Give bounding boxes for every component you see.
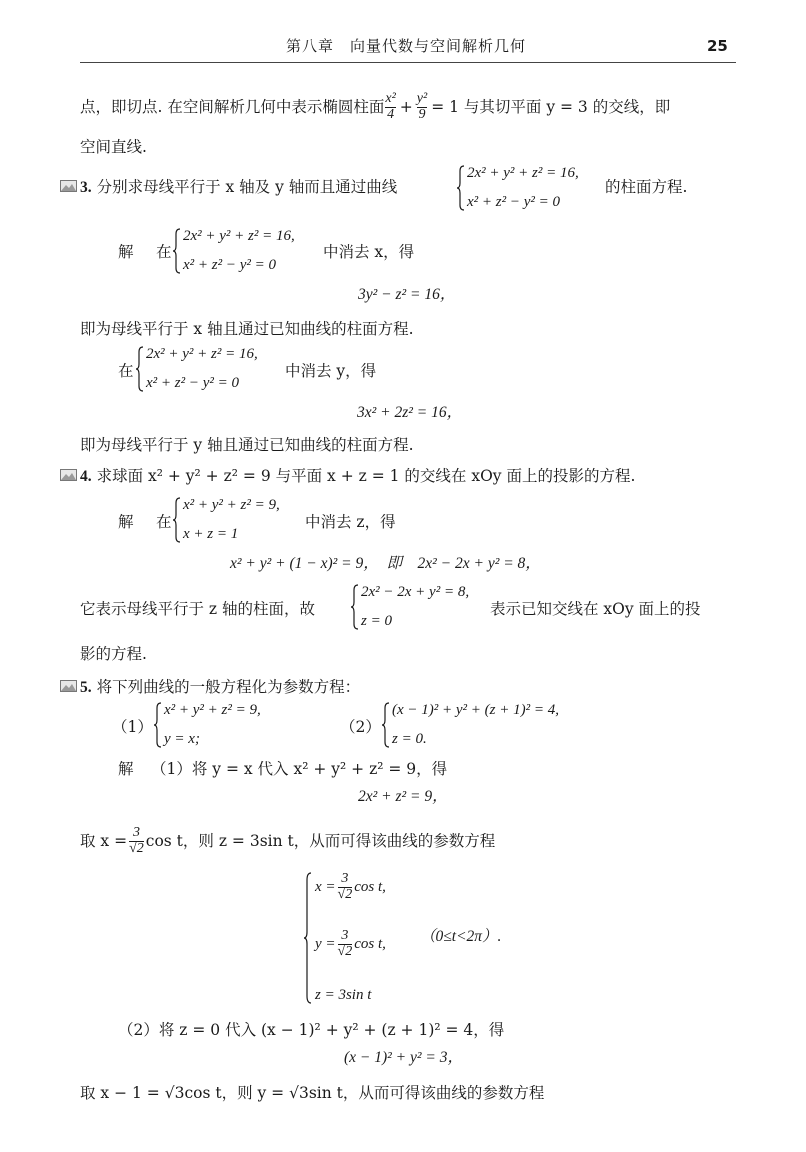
problem-5-text: 将下列曲线的一般方程化为参数方程： bbox=[96, 678, 361, 696]
frac-denominator: √2 bbox=[129, 840, 144, 856]
param-x-pre: x = bbox=[315, 878, 336, 895]
solution-system-1 bbox=[172, 228, 295, 274]
system-line: x² + y² + z² = 9, bbox=[164, 702, 261, 718]
intro-line-2: 空间直线. bbox=[80, 138, 147, 156]
problem-4-number: 4. bbox=[80, 468, 92, 485]
system-line: y = x; bbox=[164, 730, 200, 747]
param-y-pre: y = bbox=[315, 935, 336, 952]
problem-5-line bbox=[80, 678, 360, 698]
problem-3-text-post: 的柱面方程. bbox=[605, 178, 688, 196]
system-line: 2x² + y² + z² = 16, bbox=[183, 228, 295, 244]
fraction-3-over-sqrt2 bbox=[338, 872, 353, 902]
param-y-line bbox=[315, 929, 386, 959]
frac-denominator: √2 bbox=[337, 886, 353, 902]
fraction-3-over-sqrt2 bbox=[338, 929, 353, 959]
system-line: x² + z² − y² = 0 bbox=[183, 256, 277, 273]
frac-denominator: √2 bbox=[337, 944, 353, 960]
part-1-label: （1） bbox=[112, 718, 153, 736]
param-range: （0≤t<2π）. bbox=[420, 928, 502, 945]
part-1-system bbox=[153, 702, 261, 748]
intro-line-1 bbox=[80, 92, 670, 122]
system-line: 2x² + y² + z² = 16, bbox=[146, 346, 258, 362]
eliminate-x-text: 中消去 x，得 bbox=[323, 243, 415, 261]
param-cos: cos t, bbox=[354, 935, 386, 952]
param-x-line bbox=[315, 872, 386, 902]
brace-icon bbox=[172, 497, 181, 543]
brace-icon bbox=[456, 165, 465, 211]
solution-label: 解 bbox=[118, 243, 134, 261]
fraction-y2-over-9 bbox=[417, 92, 427, 122]
brace-icon bbox=[172, 228, 181, 274]
problem-3-system bbox=[456, 165, 579, 211]
system-line: x + z = 1 bbox=[183, 525, 239, 542]
problem-5-number: 5. bbox=[80, 679, 92, 696]
system-line: 2x² − 2x + y² = 8, bbox=[361, 584, 470, 600]
eliminate-z-text: 中消去 z，得 bbox=[305, 513, 396, 531]
frac-numerator: x² bbox=[385, 91, 396, 106]
frac-numerator: 3 bbox=[341, 928, 349, 944]
conclusion-2: 即为母线平行于 y 轴且通过已知曲线的柱面方程. bbox=[80, 436, 414, 454]
result-equation-1: 3y² − z² = 16， bbox=[358, 286, 456, 303]
solution-2-result: (x − 1)² + y² = 3， bbox=[344, 1049, 464, 1066]
solution-label: 解 bbox=[118, 513, 134, 531]
parametric-system bbox=[303, 872, 386, 1004]
conclusion-post: 表示已知交线在 xOy 面上的投 bbox=[490, 600, 701, 618]
take-x-pre: 取 x = bbox=[80, 831, 128, 850]
brace-icon bbox=[153, 702, 162, 748]
system-line: x² + y² + z² = 9, bbox=[183, 497, 280, 513]
frac-numerator: 3 bbox=[341, 871, 349, 886]
brace-icon bbox=[350, 584, 359, 630]
take-x-line bbox=[80, 826, 495, 856]
in-label: 在 bbox=[156, 243, 172, 261]
conclusion-pre: 它表示母线平行于 z 轴的柱面，故 bbox=[80, 600, 316, 618]
plus-sign: + bbox=[399, 97, 413, 116]
result-equation-2: 3x² + 2z² = 16， bbox=[357, 404, 463, 421]
brace-icon bbox=[303, 872, 312, 1004]
header-rule bbox=[80, 62, 736, 63]
projection-system bbox=[350, 584, 469, 630]
fraction-3-over-sqrt2 bbox=[129, 826, 144, 856]
system-line: x² + z² − y² = 0 bbox=[146, 374, 240, 391]
system-line: 2x² + y² + z² = 16, bbox=[467, 165, 579, 181]
problem-3-line bbox=[80, 178, 397, 198]
problem-icon bbox=[60, 680, 77, 692]
system-line: (x − 1)² + y² + (z + 1)² = 4, bbox=[392, 702, 559, 718]
frac-denominator: 9 bbox=[418, 106, 426, 122]
solution-1-text: （1）将 y = x 代入 x² + y² + z² = 9，得 bbox=[151, 760, 448, 778]
brace-icon bbox=[135, 346, 144, 392]
problem-4-text: 求球面 x² + y² + z² = 9 与平面 x + z = 1 的交线在 xOy 面上的投影的方程. bbox=[96, 467, 636, 485]
brace-icon bbox=[381, 702, 390, 748]
frac-numerator: 3 bbox=[132, 825, 140, 840]
in-label: 在 bbox=[118, 362, 134, 380]
eliminate-y-text: 中消去 y，得 bbox=[285, 362, 377, 380]
frac-denominator: 4 bbox=[387, 106, 395, 122]
in-label: 在 bbox=[156, 513, 172, 531]
problem-icon bbox=[60, 180, 77, 192]
solution-system-2 bbox=[135, 346, 258, 392]
problem-4-line bbox=[80, 467, 635, 487]
solution-1-result: 2x² + z² = 9， bbox=[358, 788, 448, 805]
system-line: z = 0. bbox=[392, 730, 427, 747]
fraction-x2-over-4 bbox=[385, 92, 395, 122]
page-number: 25 bbox=[707, 37, 728, 55]
solution-2-text: （2）将 z = 0 代入 (x − 1)² + y² + (z + 1)² = 4，得 bbox=[118, 1021, 505, 1039]
take-x-post: cos t，则 z = 3sin t，从而可得该曲线的参数方程 bbox=[145, 831, 496, 850]
system-line: x² + z² − y² = 0 bbox=[467, 193, 561, 210]
result-equation: x² + y² + (1 − x)² = 9， 即 2x² − 2x + y² = 8， bbox=[230, 555, 541, 572]
intro-text-pre: 点，即切点. 在空间解析几何中表示椭圆柱面 bbox=[80, 97, 385, 116]
param-cos: cos t, bbox=[354, 878, 386, 895]
part-2-system bbox=[381, 702, 559, 748]
conclusion-1: 即为母线平行于 x 轴且通过已知曲线的柱面方程. bbox=[80, 320, 414, 338]
part-2-label: （2） bbox=[340, 718, 381, 736]
system-line: z = 0 bbox=[361, 612, 392, 629]
chapter-title: 第八章 向量代数与空间解析几何 bbox=[286, 37, 527, 55]
conclusion-line-2: 影的方程. bbox=[80, 645, 147, 663]
frac-numerator: y² bbox=[416, 91, 428, 106]
problem-3-number: 3. bbox=[80, 179, 92, 196]
intro-text-post: = 1 与其切平面 y = 3 的交线，即 bbox=[431, 97, 671, 116]
problem-icon bbox=[60, 469, 77, 481]
problem-4-system bbox=[172, 497, 280, 543]
param-z-line: z = 3sin t bbox=[315, 986, 372, 1003]
solution-label: 解 bbox=[118, 760, 134, 778]
problem-3-text: 分别求母线平行于 x 轴及 y 轴而且通过曲线 bbox=[96, 178, 398, 196]
take-2-line: 取 x − 1 = √3cos t，则 y = √3sin t，从而可得该曲线的参数方程 bbox=[80, 1084, 545, 1102]
